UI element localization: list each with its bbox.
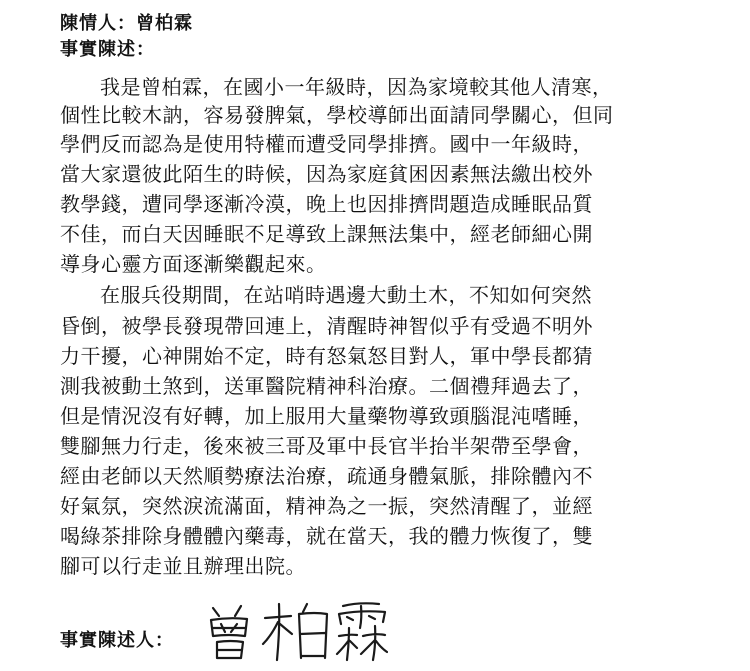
paragraph-2-line: 經由老師以天然順勢療法治療，疏通身體氣脈，排除體內不 (60, 464, 593, 488)
paragraph-1-line: 個性比較木訥，容易發脾氣，學校導師出面請同學關心，但同 (60, 103, 614, 127)
paragraph-1-line: 學們反而認為是使用特權而遭受同學排擠。國中一年級時， (60, 132, 593, 156)
paragraph-2-line: 測我被動土煞到，送軍醫院精神科治療。二個禮拜過去了， (60, 374, 593, 398)
paragraph-2-line: 但是情況沒有好轉，加上服用大量藥物導致頭腦混沌嗜睡， (60, 404, 593, 428)
paragraph-1-line: 我是曾柏霖，在國小一年級時，因為家境較其他人清寒， (100, 75, 613, 99)
paragraph-1-line: 不佳，而白天因睡眠不足導致上課無法集中，經老師細心開 (60, 222, 593, 246)
paragraph-2-line: 好氣氛，突然淚流滿面，精神為之一振，突然清醒了，並經 (60, 494, 593, 518)
paragraph-2-line: 力干擾，心神開始不定，時有怒氣怒目對人，軍中學長都猜 (60, 344, 593, 368)
paragraph-1-line: 當大家還彼此陌生的時候，因為家庭貧困因素無法繳出校外 (60, 162, 593, 186)
section-title: 事實陳述： (60, 39, 155, 60)
paragraph-2-line: 喝綠茶排除身體體內藥毒，就在當天，我的體力恢復了，雙 (60, 524, 593, 548)
paragraph-2-line: 雙腳無力行走，後來被三哥及軍中長官半抬半架帶至學會， (60, 434, 593, 458)
paragraph-2-line: 腳可以行走並且辦理出院。 (60, 554, 306, 578)
paragraph-1-line: 導身心靈方面逐漸樂觀起來。 (60, 252, 327, 276)
paragraph-2-line: 昏倒，被學長發現帶回連上，清醒時神智似乎有受過不明外 (60, 314, 593, 338)
handwritten-signature (203, 598, 388, 663)
signatory-label: 事實陳述人： (60, 630, 174, 651)
paragraph-2-line: 在服兵役期間，在站哨時遇邊大動土木，不知如何突然 (100, 283, 592, 307)
paragraph-1-line: 教學錢，遭同學逐漸冷漠，晚上也因排擠問題造成睡眠品質 (60, 192, 593, 216)
complainant-heading: 陳情人：曾柏霖 (60, 13, 193, 34)
